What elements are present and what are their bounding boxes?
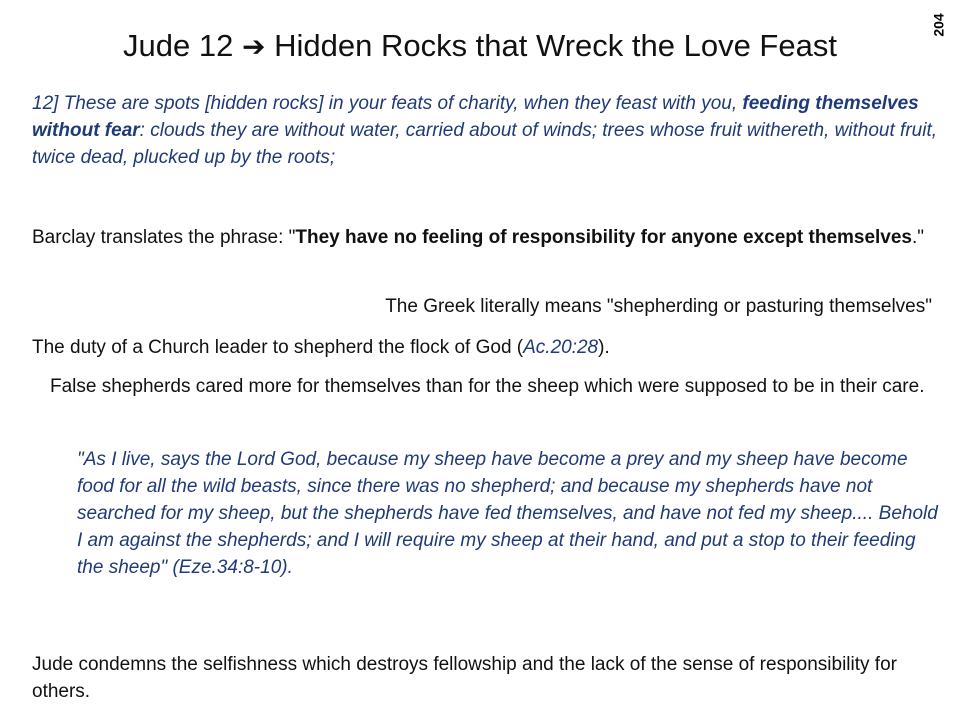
duty-reference: Ac.20:28	[523, 337, 599, 358]
barclay-paragraph	[32, 224, 937, 251]
title-topic: Hidden Rocks that Wreck the Love Feast	[274, 28, 837, 63]
conclusion-paragraph: Jude condemns the selfishness which destroys fellowship and the lack of the sense of responsibility for others.	[32, 654, 897, 702]
verse-text-1: 12] These are spots [hidden rocks] in your feats of charity, when they feast with you,	[32, 93, 743, 114]
verse-paragraph	[32, 90, 937, 171]
slide-title	[0, 26, 960, 67]
duty-prefix: The duty of a Church leader to shepherd the flock of God (	[32, 337, 524, 358]
duty-paragraph	[32, 334, 937, 361]
arrow-icon: ➔	[242, 31, 266, 62]
ezekiel-quote: "As I live, says the Lord God, because my sheep have become a prey and my sheep have become food for all the wild beasts, since there was no shepherd; and because my shepherds have not searched for my sheep, but the shepherds have fed themselves, and have not fed my sheep.... Behold I am against the shepherds; and I will require my sheep at their hand, and put a stop to their feeding the sheep" (Eze.34:8-10).	[77, 449, 938, 578]
barclay-suffix: ."	[912, 227, 925, 248]
barclay-bold-quote: They have no feeling of responsibility for anyone except themselves	[295, 227, 912, 248]
page-number-text: 204	[930, 13, 947, 37]
title-reference: Jude 12	[123, 28, 234, 63]
duty-suffix: ).	[598, 337, 610, 358]
false-shepherds-paragraph: False shepherds cared more for themselves than for the sheep which were supposed to be in their care.	[50, 376, 925, 397]
verse-bold-phrase: feeding themselves without fear	[32, 93, 919, 141]
barclay-prefix: Barclay translates the phrase: "	[32, 227, 296, 248]
verse-text-2: : clouds they are without water, carried about of winds; trees whose fruit withereth, without fruit, twice dead, plucked up by the roots;	[32, 120, 938, 168]
greek-meaning: The Greek literally means "shepherding or pasturing themselves"	[385, 296, 932, 317]
